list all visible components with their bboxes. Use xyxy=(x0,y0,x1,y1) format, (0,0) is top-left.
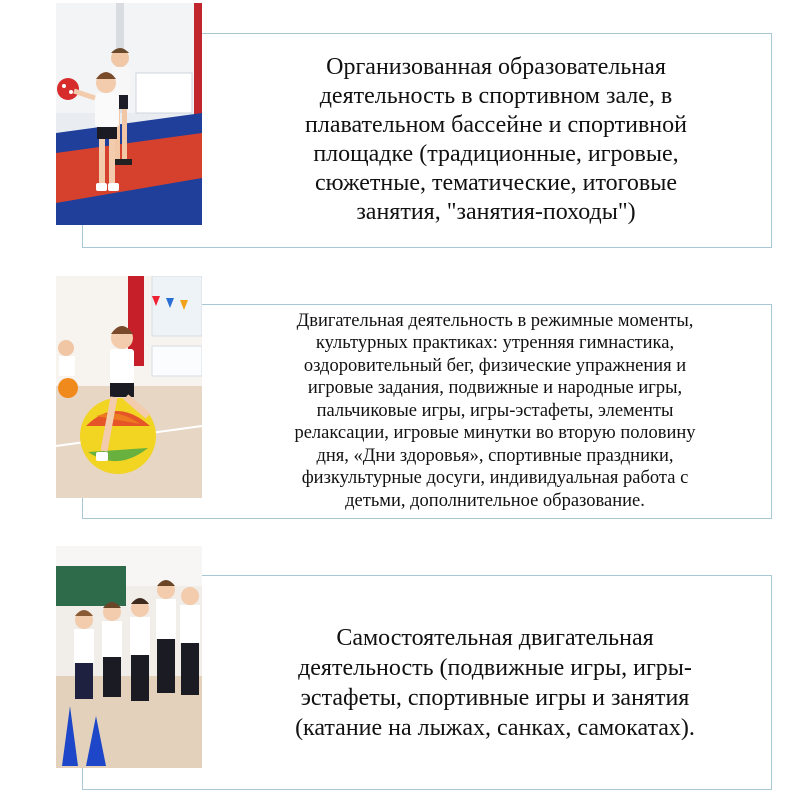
children-ball-gym-photo xyxy=(56,3,202,225)
item-2-text: Двигательная деятельность в режимные моменты, культурных практиках: утренняя гимнастика, оздоровительный бег, физические упражнения и игровые задания, подвижные и народные игры, пальчиковые игры, игры-эстафеты, элементы релаксации, игровые минутки во вторую половину дня, «Дни здоровья», спортивные праздники, физкультурные досуги, индивидуальная работа с детьми, дополнительное образование. xyxy=(294,310,696,511)
children-ball-gym-image xyxy=(56,3,202,225)
girl-hop-ball-image xyxy=(56,276,202,498)
girl-hop-ball-photo xyxy=(56,276,202,498)
item-3-text: Самостоятельная двигательная деятельность (подвижные игры, игры- эстафеты, спортивные игры и занятия (катание на лыжах, санках, самокатах). xyxy=(295,625,695,741)
children-line-cones-image xyxy=(56,546,202,768)
children-line-cones-photo xyxy=(56,546,202,768)
item-1-text: Организованная образовательная деятельность в спортивном зале, в плавательном бассейне и спортивной площадке (традиционные, игровые, сюжетные, тематические, итоговые занятия, "занятия-походы") xyxy=(305,54,687,225)
